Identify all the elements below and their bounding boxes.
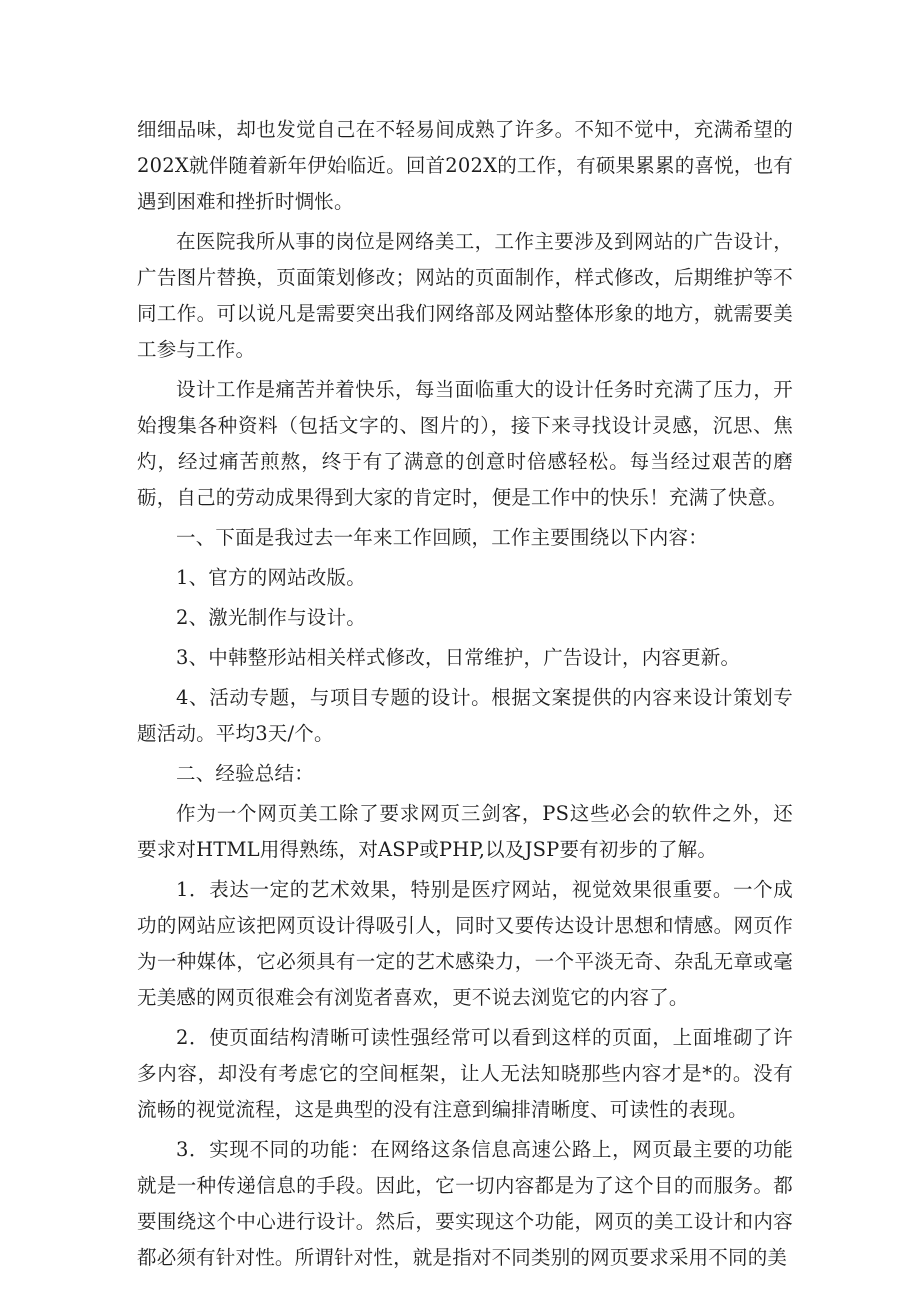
point-2: 2．使页面结构清晰可读性强经常可以看到这样的页面，上面堆砌了许多内容，却没有考虑它的空间框架，让人无法知晓那些内容才是*的。没有流畅的视觉流程，这是典型的没有注意到编排清晰度、可读性的表现。: [137, 1026, 793, 1121]
list-item-3: 3、中韩整形站相关样式修改，日常维护，广告设计，内容更新。: [176, 646, 741, 669]
section-heading-1: 一、下面是我过去一年来工作回顾，工作主要围绕以下内容：: [176, 526, 708, 549]
document-body: [137, 112, 793, 1280]
paragraph-3: 设计工作是痛苦并着快乐，每当面临重大的设计任务时充满了压力，开始搜集各种资料（包括文字的、图片的），接下来寻找设计灵感，沉思、焦灼，经过痛苦煎熬，终于有了满意的创意时倍感轻松。每当经过艰苦的磨砺，自己的劳动成果得到大家的肯定时，便是工作中的快乐！充满了快意。: [137, 378, 793, 509]
list-item-4: 4、活动专题，与项目专题的设计。根据文案提供的内容来设计策划专题活动。平均3天/个。: [137, 686, 793, 745]
point-3: 3．实现不同的功能：在网络这条信息高速公路上，网页最主要的功能就是一种传递信息的手段。因此，它一切内容都是为了这个目的而服务。都要围绕这个中心进行设计。然后，要实现这个功能，网页的美工设计和内容都必须有针对性。所谓针对性，就是指对不同类别的网页要求采用不同的美: [137, 1138, 793, 1269]
point-1: 1．表达一定的艺术效果，特别是医疗网站，视觉效果很重要。一个成功的网站应该把网页设计得吸引人，同时又要传达设计思想和情感。网页作为一种媒体，它必须具有一定的艺术感染力，一个平淡无奇、杂乱无章或毫无美感的网页很难会有浏览者喜欢，更不说去浏览它的内容了。: [137, 878, 793, 1009]
paragraph-2: 在医院我所从事的岗位是网络美工，工作主要涉及到网站的广告设计，广告图片替换，页面策划修改；网站的页面制作，样式修改，后期维护等不同工作。可以说凡是需要突出我们网络部及网站整体形象的地方，就需要美工参与工作。: [137, 230, 793, 361]
paragraph-1: 细细品味，却也发觉自己在不轻易间成熟了许多。不知不觉中，充满希望的202X就伴随着新年伊始临近。回首202X的工作，有硕果累累的喜悦，也有遇到困难和挫折时惆怅。: [137, 118, 793, 213]
list-item-1: 1、官方的网站改版。: [176, 566, 366, 589]
paragraph-4: 作为一个网页美工除了要求网页三剑客，PS这些必会的软件之外，还要求对HTML用得熟练，对ASP或PHP,以及JSP要有初步的了解。: [137, 802, 793, 861]
section-heading-2: 二、经验总结：: [176, 762, 314, 785]
list-item-2: 2、激光制作与设计。: [176, 606, 366, 629]
